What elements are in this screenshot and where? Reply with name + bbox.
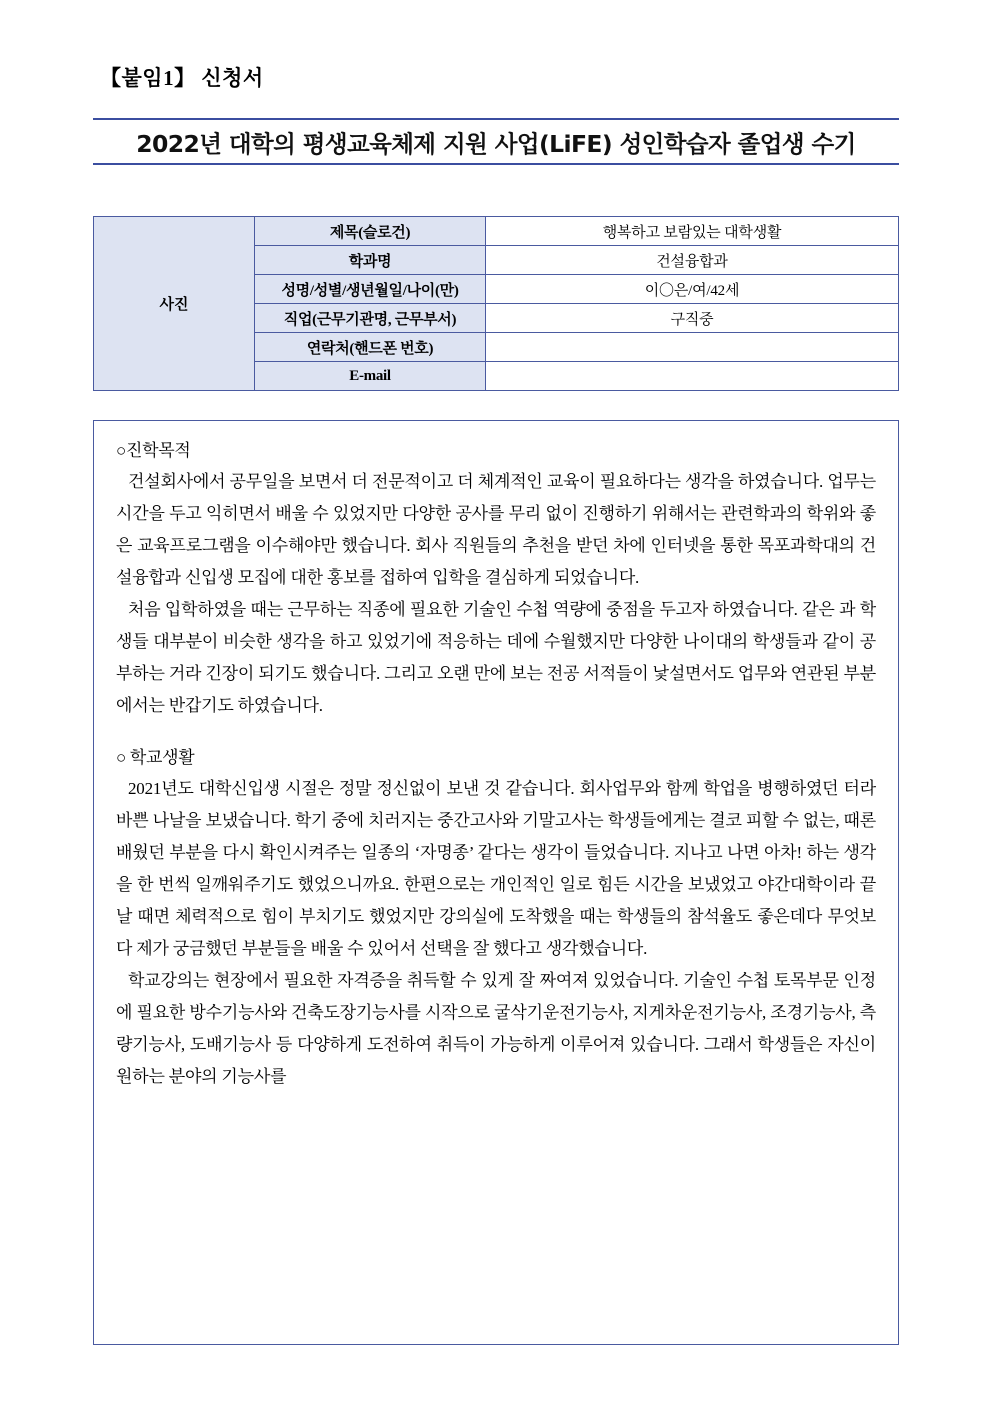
row-value[interactable] bbox=[486, 333, 899, 362]
row-label: 성명/성별/생년월일/나이(만) bbox=[255, 275, 486, 304]
row-value[interactable]: 건설융합과 bbox=[486, 246, 899, 275]
applicant-info-table bbox=[93, 216, 899, 391]
row-label: 연락처(핸드폰 번호) bbox=[255, 333, 486, 362]
document-title-bar bbox=[93, 118, 899, 165]
paragraph: 학교강의는 현장에서 필요한 자격증을 취득할 수 있게 잘 짜여져 있었습니다. 기술인 수첩 토목부문 인정에 필요한 방수기능사와 건축도장기능사를 시작으로 굴삭기운전기능사, 지게차운전기능사, 조경기능사, 측량기능사, 도배기능사 등 다양하게 도전하여 취득이 가능하게 이루어져 있습니다. 그래서 학생들은 자신이 원하는 분야의 기능사를 bbox=[116, 970, 876, 1086]
row-label: 학과명 bbox=[255, 246, 486, 275]
photo-cell: 사진 bbox=[94, 217, 255, 391]
essay-body-box bbox=[93, 420, 899, 1345]
row-label: E-mail bbox=[255, 362, 486, 391]
paragraph: 건설회사에서 공무일을 보면서 더 전문적이고 더 체계적인 교육이 필요하다는 생각을 하였습니다. 업무는 시간을 두고 익히면서 배울 수 있었지만 다양한 공사를 무리 없이 진행하기 위해서는 관련학과의 학위와 좋은 교육프로그램을 이수해야만 했습니다. 회사 직원들의 추천을 받던 차에 인터넷을 통한 목포과학대의 건설융합과 신입생 모집에 대한 홍보를 접하여 입학을 결심하게 되었습니다. bbox=[116, 472, 876, 588]
paragraph-spacer bbox=[116, 722, 876, 744]
section-heading-school-life: ○ 학교생활 bbox=[116, 747, 195, 767]
paragraph: 처음 입학하였을 때는 근무하는 직종에 필요한 기술인 수첩 역량에 중점을 두고자 하였습니다. 같은 과 학생들 대부분이 비슷한 생각을 하고 있었기에 적응하는 데에 수월했지만 다양한 나이대의 학생들과 같이 공부하는 거라 긴장이 되기도 했습니다. 그리고 오랜 만에 보는 전공 서적들이 낯설면서도 업무와 연관된 부분에서는 반갑기도 하였습니다. bbox=[116, 600, 876, 715]
row-label: 직업(근무기관명, 근무부서) bbox=[255, 304, 486, 333]
row-value[interactable] bbox=[486, 362, 899, 391]
row-value[interactable]: 구직중 bbox=[486, 304, 899, 333]
attachment-label: 【붙임1】 신청서 bbox=[100, 66, 264, 90]
table-row bbox=[94, 217, 899, 246]
row-value[interactable]: 행복하고 보람있는 대학생활 bbox=[486, 217, 899, 246]
page-title: 2022년 대학의 평생교육체제 지원 사업(LiFE) 성인학습자 졸업생 수기 bbox=[136, 129, 856, 158]
paragraph: 2021년도 대학신입생 시절은 정말 정신없이 보낸 것 같습니다. 회사업무와 함께 학업을 병행하였던 터라 바쁜 나날을 보냈습니다. 학기 중에 치러지는 중간고사와 기말고사는 학생들에게는 결코 피할 수 없는, 때론 배웠던 부분을 다시 확인시켜주는 일종의 ‘자명종’ 같다는 생각이 들었습니다. 지나고 나면 아차! 하는 생각을 한 번씩 일깨워주기도 했었으니까요. 한편으로는 개인적인 일로 힘든 시간을 보냈었고 야간대학이라 끝날 때면 체력적으로 힘이 부치기도 했었지만 강의실에 도착했을 때는 학생들의 참석율도 좋은데다 무엇보다 제가 궁금했던 부분들을 배울 수 있어서 선택을 잘 했다고 생각했습니다. bbox=[116, 779, 876, 958]
row-label: 제목(슬로건) bbox=[255, 217, 486, 246]
row-value[interactable]: 이〇은/여/42세 bbox=[486, 275, 899, 304]
section-heading-purpose: ○진학목적 bbox=[116, 441, 191, 460]
